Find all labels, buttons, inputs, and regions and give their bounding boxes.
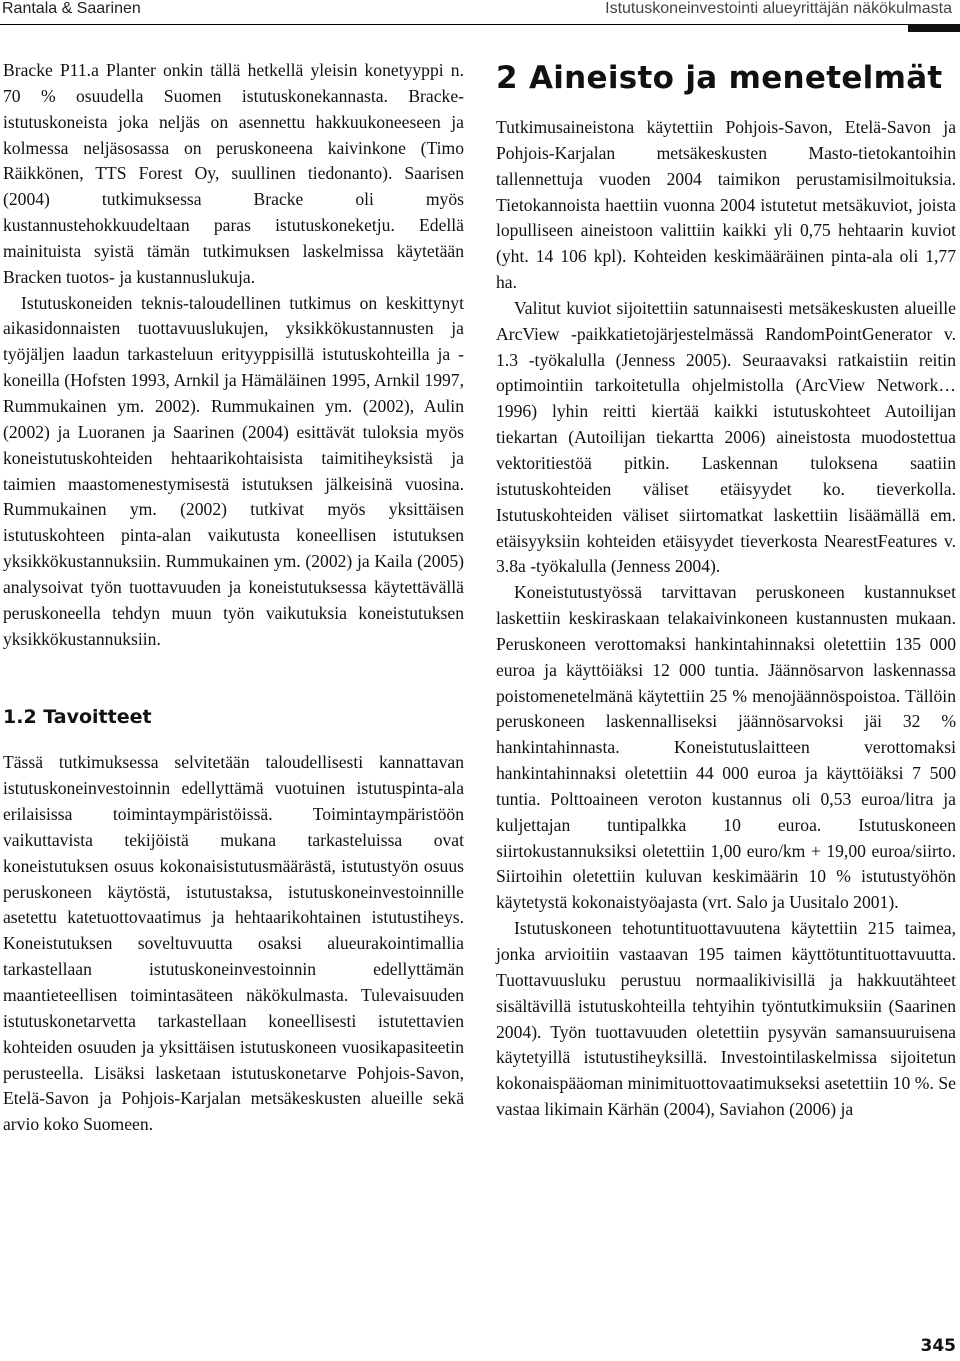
right-paragraph-2: Valitut kuviot sijoitettiin satunnaisesti metsäkeskusten alueille ArcView -paikkatietojärjestelmässä RandomPointGenerator v. 1.3 -työkalulla (Jenness 2005). Seuraavaksi ratkaistiin reitin optimointiin tarkoitetulla ohjelmistolla (ArcView Network… 1996) lyhin reitti kiertää kaikki istutuskohteet Autoilijan tiekartan (Autoilijan tiekartta 2006) aineistosta muodostettua vektoritiestöä pitkin. Laskennan tuloksena saatiin istutuskohteiden väliset etäisyydet ko. tieverkolla. Istutuskohteiden väliset siirtomatkat laskettiin lisäämällä em. etäisyyksiin kohteiden etäisyydet tieverkosta NearestFeatures v. 3.8a -työkalulla (Jenness 2004). (496, 297, 956, 577)
right-paragraph-1: Tutkimusaineistona käytettiin Pohjois-Savon, Etelä-Savon ja Pohjois-Karjalan metsäkeskusten Masto-tietokantoihin tallennettuja vuoden 2004 taimikon perustamisilmoituksia. Tietokannoista haettiin vuonna 2004 istutetut metsäkuviot, joista lopulliseen aineistoon valittiin kaikki yli 0,75 hehtaarin kuviot (yht. 14 106 kpl). Kohteiden keskimääräinen pinta-ala oli 1,77 ha. (496, 117, 956, 293)
header-rule (0, 24, 960, 25)
header-authors: Rantala & Saarinen (2, 0, 141, 17)
left-column (3, 58, 464, 1138)
section-1-2-heading: 1.2 Tavoitteet (3, 706, 152, 729)
right-column (496, 58, 956, 1123)
header-tab-marker (908, 24, 960, 32)
header-running-title: Istutuskoneinvestointi alueyrittäjän näkökulmasta (605, 0, 952, 17)
right-paragraph-4: Istutuskoneen tehotuntituottavuutena käytettiin 215 taimea, jonka arvioitiin vastaavan 195 taimen käyttötuntituottavuutta. Tuottavuusluku perustuu normaalikivisillä ja hakkuutähteet sisältävillä istutuskohteilla tehtyihin työntutkimuksiin (Saarinen 2004). Työn tuottavuuden oletettiin pysyvän samansuuruisena käytetyillä istutustiheyksillä. Investointilaskelmissa sijoitetun kokonaispääoman minimituottovaatimukseksi asetettiin 10 %. Se vastaa likimain Kärhän (2004), Saviahon (2006) ja (496, 918, 956, 1120)
left-paragraph-3: Tässä tutkimuksessa selvitetään taloudellisesti kannattavan istutuskoneinvestoinnin edellyttämä vuotuinen istutuspinta-ala erilaisissa toimintaympäristöissä. Toimintaympäristöön vaikuttavista tekijöistä mukana tarkasteluissa ovat koneistutuksen osuus kokonaisistutusmäärästä, istutustyön osuus peruskoneen käytöstä, istutustaksa, istutuskoneinvestoinnille asetettu katetuottovaatimus ja hehtaarikohtainen istutustiheys. Koneistutuksen soveltuvuutta osaksi alueurakointimallia tarkastellaan istutuskoneinvestoinnin edellyttämän maantieteellisen toimintasäteen näkökulmasta. Tulevaisuuden istutuskonetarvetta tarkastellaan koneellisesti istutettavien kohteiden osuuden ja yksittäisen istutuskoneen vuosikapasiteetin perusteella. Lisäksi lasketaan istutuskonetarve Pohjois-Savon, Etelä-Savon ja Pohjois-Karjalan metsäkeskusten alueille sekä arvio koko Suomeen. (3, 752, 464, 1135)
left-paragraph-1: Bracke P11.a Planter onkin tällä hetkellä yleisin konetyyppi n. 70 % osuudella Suomen istutuskonekannasta. Bracke-istutuskoneista joka neljäs on asennettu hakkuukoneeseen ja kolmessa neljäsosassa on peruskoneena kaivinkone (Timo Räikkönen, TTS Forest Oy, suullinen tiedonanto). Saarisen (2004) tutkimuksessa Bracke oli myös kustannustehokkuudeltaan paras istutuskoneketju. Edellä mainituista syistä tämän tutkimuksen laskelmissa käytetään Bracken tuotos- ja kustannuslukuja. (3, 60, 464, 287)
section-2-heading: 2 Aineisto ja menetelmät (496, 60, 943, 96)
left-paragraph-2: Istutuskoneiden teknis-taloudellinen tutkimus on keskittynyt aikasidonnaisten tuottavuuslukujen, yksikkökustannusten ja työjäljen laadun tarkasteluun erityyppisillä istutuskohteilla ja -koneilla (Hofsten 1993, Arnkil ja Hämäläinen 1995, Arnkil 1997, Rummukainen ym. 2002). Rummukainen ym. (2002), Aulin (2002) ja Luoranen ja Saarinen (2004) esittävät tuloksia myös koneistutuskohteiden hehtaarikohtaisista taimitiheyksistä ja taimien maastomenestymisestä istutuksen jälkeisinä vuosina. Rummukainen ym. (2002) tutkivat myös yksittäisen istutuskohteen pinta-alan vaikutusta koneellisen istutuksen yksikkökustannuksiin. Rummukainen ym. (2002) ja Kaila (2005) analysoivat työn tuottavuuden ja koneistutuksessa käytettävällä peruskoneella tehdyn muun työn vaikutuksia koneistutuksen yksikkökustannuksiin. (3, 292, 464, 649)
page-number: 345 (920, 1336, 956, 1356)
right-paragraph-3: Koneistutustyössä tarvittavan peruskoneen kustannukset laskettiin keskiraskaan telakaivinkoneen kustannusten mukaan. Peruskoneen verottomaksi hankintahinnaksi oletettiin 135 000 euroa ja käyttöiäksi 12 000 tuntia. Jäännösarvon laskennassa poistomenetelmänä käytettiin 25 % menojäännöspoistoa. Tällöin peruskoneen laskennalliseksi jäännösarvoksi jäi 32 % hankintahinnasta. Koneistutuslaitteen verottomaksi hankintahinnaksi oletettiin 44 000 euroa ja käyttöiäksi 7 500 tuntia. Polttoaineen veroton kustannus oli 0,53 euroa/litra ja kuljettajan tuntipalkka 10 euroa. Istutuskoneen siirtokustannuksiksi oletettiin 1,00 euro/km + 19,00 euroa/siirto. Siirtoihin oletettiin kuluvan keskimäärin 10 % istutustyöhön käytetystä kokonaistyöajasta (vrt. Salo ja Uusitalo 2001). (496, 582, 956, 913)
running-header (0, 0, 960, 22)
